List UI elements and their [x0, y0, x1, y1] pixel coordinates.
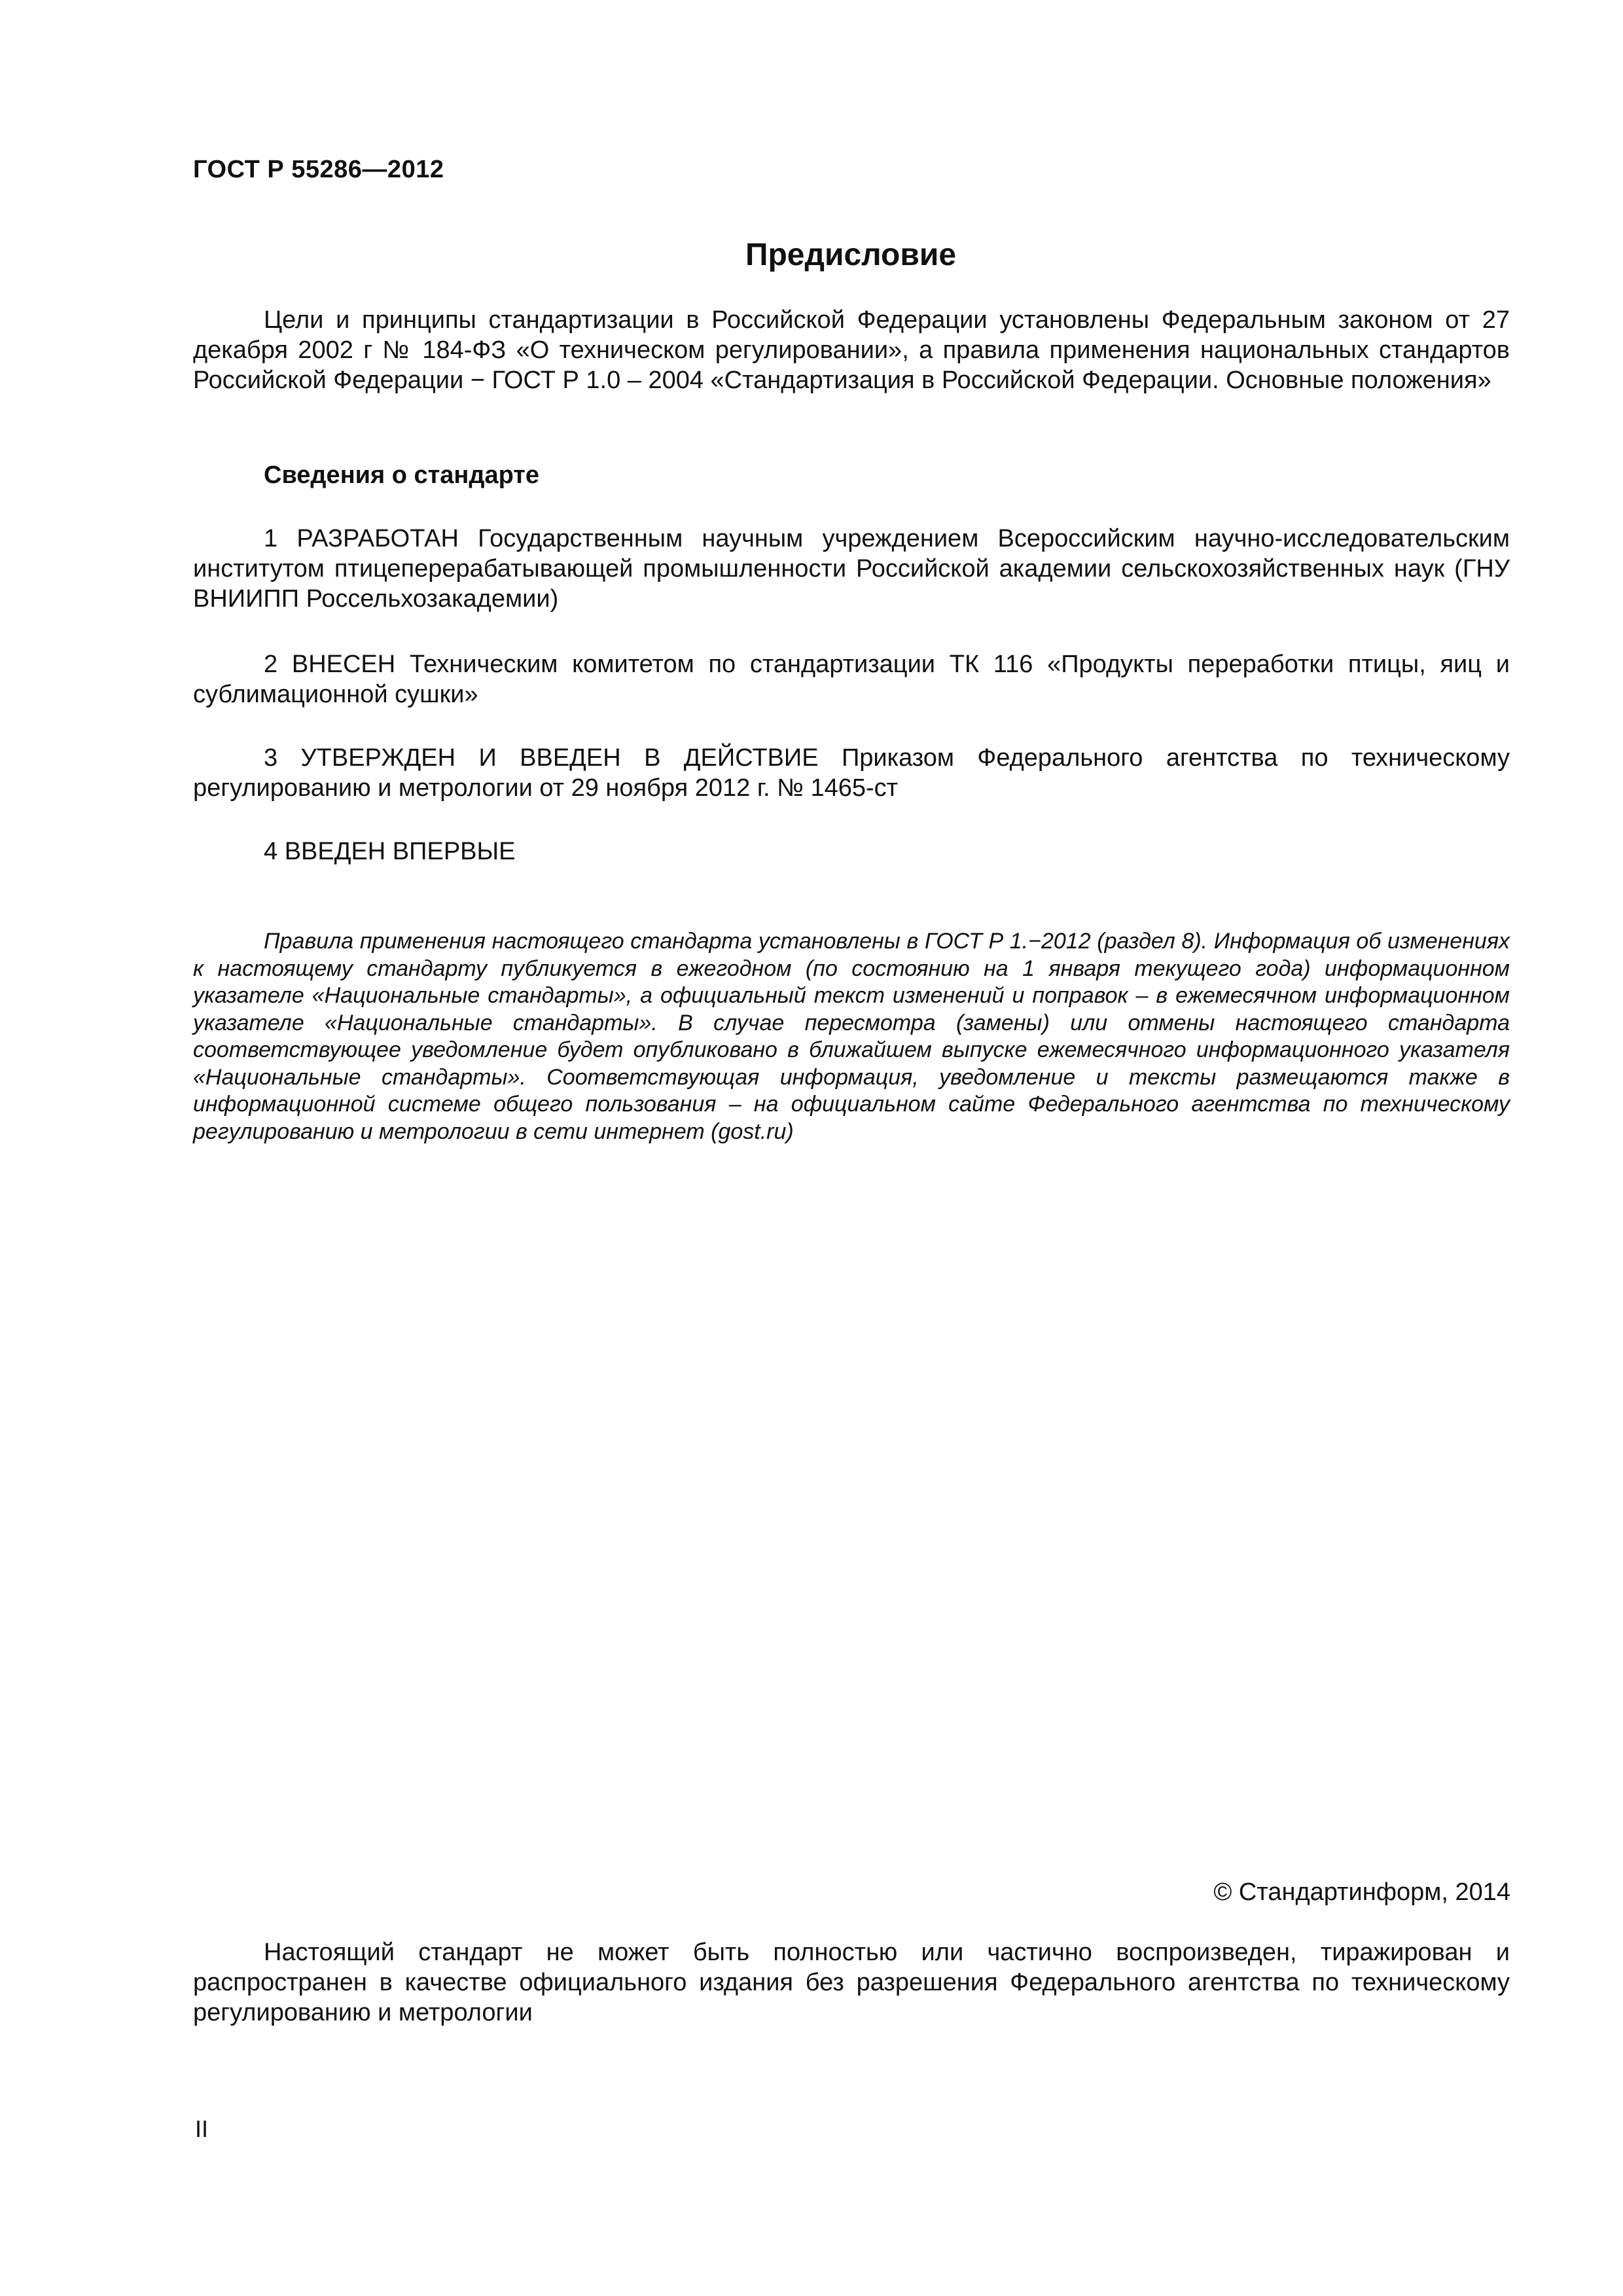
item-4-paragraph: [193, 836, 1510, 867]
reproduction-notice-paragraph: [193, 1937, 1510, 2028]
reproduction-notice-text: Настоящий стандарт не может быть полностью или частично воспроизведен, тиражирован и распространен в качестве официального издания без разрешения Федерального агентства по техническому регулированию и метрологии: [193, 1939, 1510, 2026]
copyright-notice: © Стандартинформ, 2014: [1213, 1878, 1510, 1906]
page-number: II: [195, 2115, 209, 2142]
page-title: Предисловие: [745, 238, 957, 272]
intro-text: Цели и принципы стандартизации в Российской Федерации установлены Федеральным законом от 27 декабря 2002 г № 184-ФЗ «О техническом регулировании», а правила применения национальных стандартов Российской Федерации − ГОСТ Р 1.0 – 2004 «Стандартизация в Российской Федерации. Основные положения»: [193, 306, 1510, 394]
item-1-text: 1 РАЗРАБОТАН Государственным научным учреждением Всероссийским научно-исследовательским институтом птицеперерабатывающей промышленности Российской академии сельскохозяйственных наук (ГНУ ВНИИПП Россельхозакадемии): [193, 525, 1510, 613]
item-4-text: 4 ВВЕДЕН ВПЕРВЫЕ: [264, 838, 516, 865]
item-3-text: 3 УТВЕРЖДЕН И ВВЕДЕН В ДЕЙСТВИЕ Приказом Федерального агентства по техническому регулированию и метрологии от 29 ноября 2012 г. № 1465-ст: [193, 744, 1510, 802]
rules-notice-paragraph: [193, 928, 1510, 1145]
intro-paragraph: [193, 305, 1510, 395]
item-1-paragraph: [193, 524, 1510, 614]
rules-notice-text: Правила применения настоящего стандарта установлены в ГОСТ Р 1.−2012 (раздел 8). Информация об изменениях к настоящему стандарту публикуется в ежегодном (по состоянию на 1 января текущего года) информационном указателе «Национальные стандарты», а официальный текст изменений и поправок – в ежемесячном информационном указателе «Национальные стандарты». В случае пересмотра (замены) или отмены настоящего стандарта соответствующее уведомление будет опубликовано в ближайшем выпуске ежемесячного информационного указателя «Национальные стандарты». Соответствующая информация, уведомление и тексты размещаются также в информационной системе общего пользования – на официальном сайте Федерального агентства по техническому регулированию и метрологии в сети интернет (gost.ru): [193, 929, 1510, 1144]
document-code: ГОСТ Р 55286—2012: [193, 156, 444, 183]
item-2-text: 2 ВНЕСЕН Техническим комитетом по стандартизации ТК 116 «Продукты переработки птицы, яиц и сублимационной сушки»: [193, 651, 1510, 708]
item-2-paragraph: [193, 649, 1510, 709]
standard-info-heading: Сведения о стандарте: [264, 461, 540, 489]
item-3-paragraph: [193, 743, 1510, 803]
